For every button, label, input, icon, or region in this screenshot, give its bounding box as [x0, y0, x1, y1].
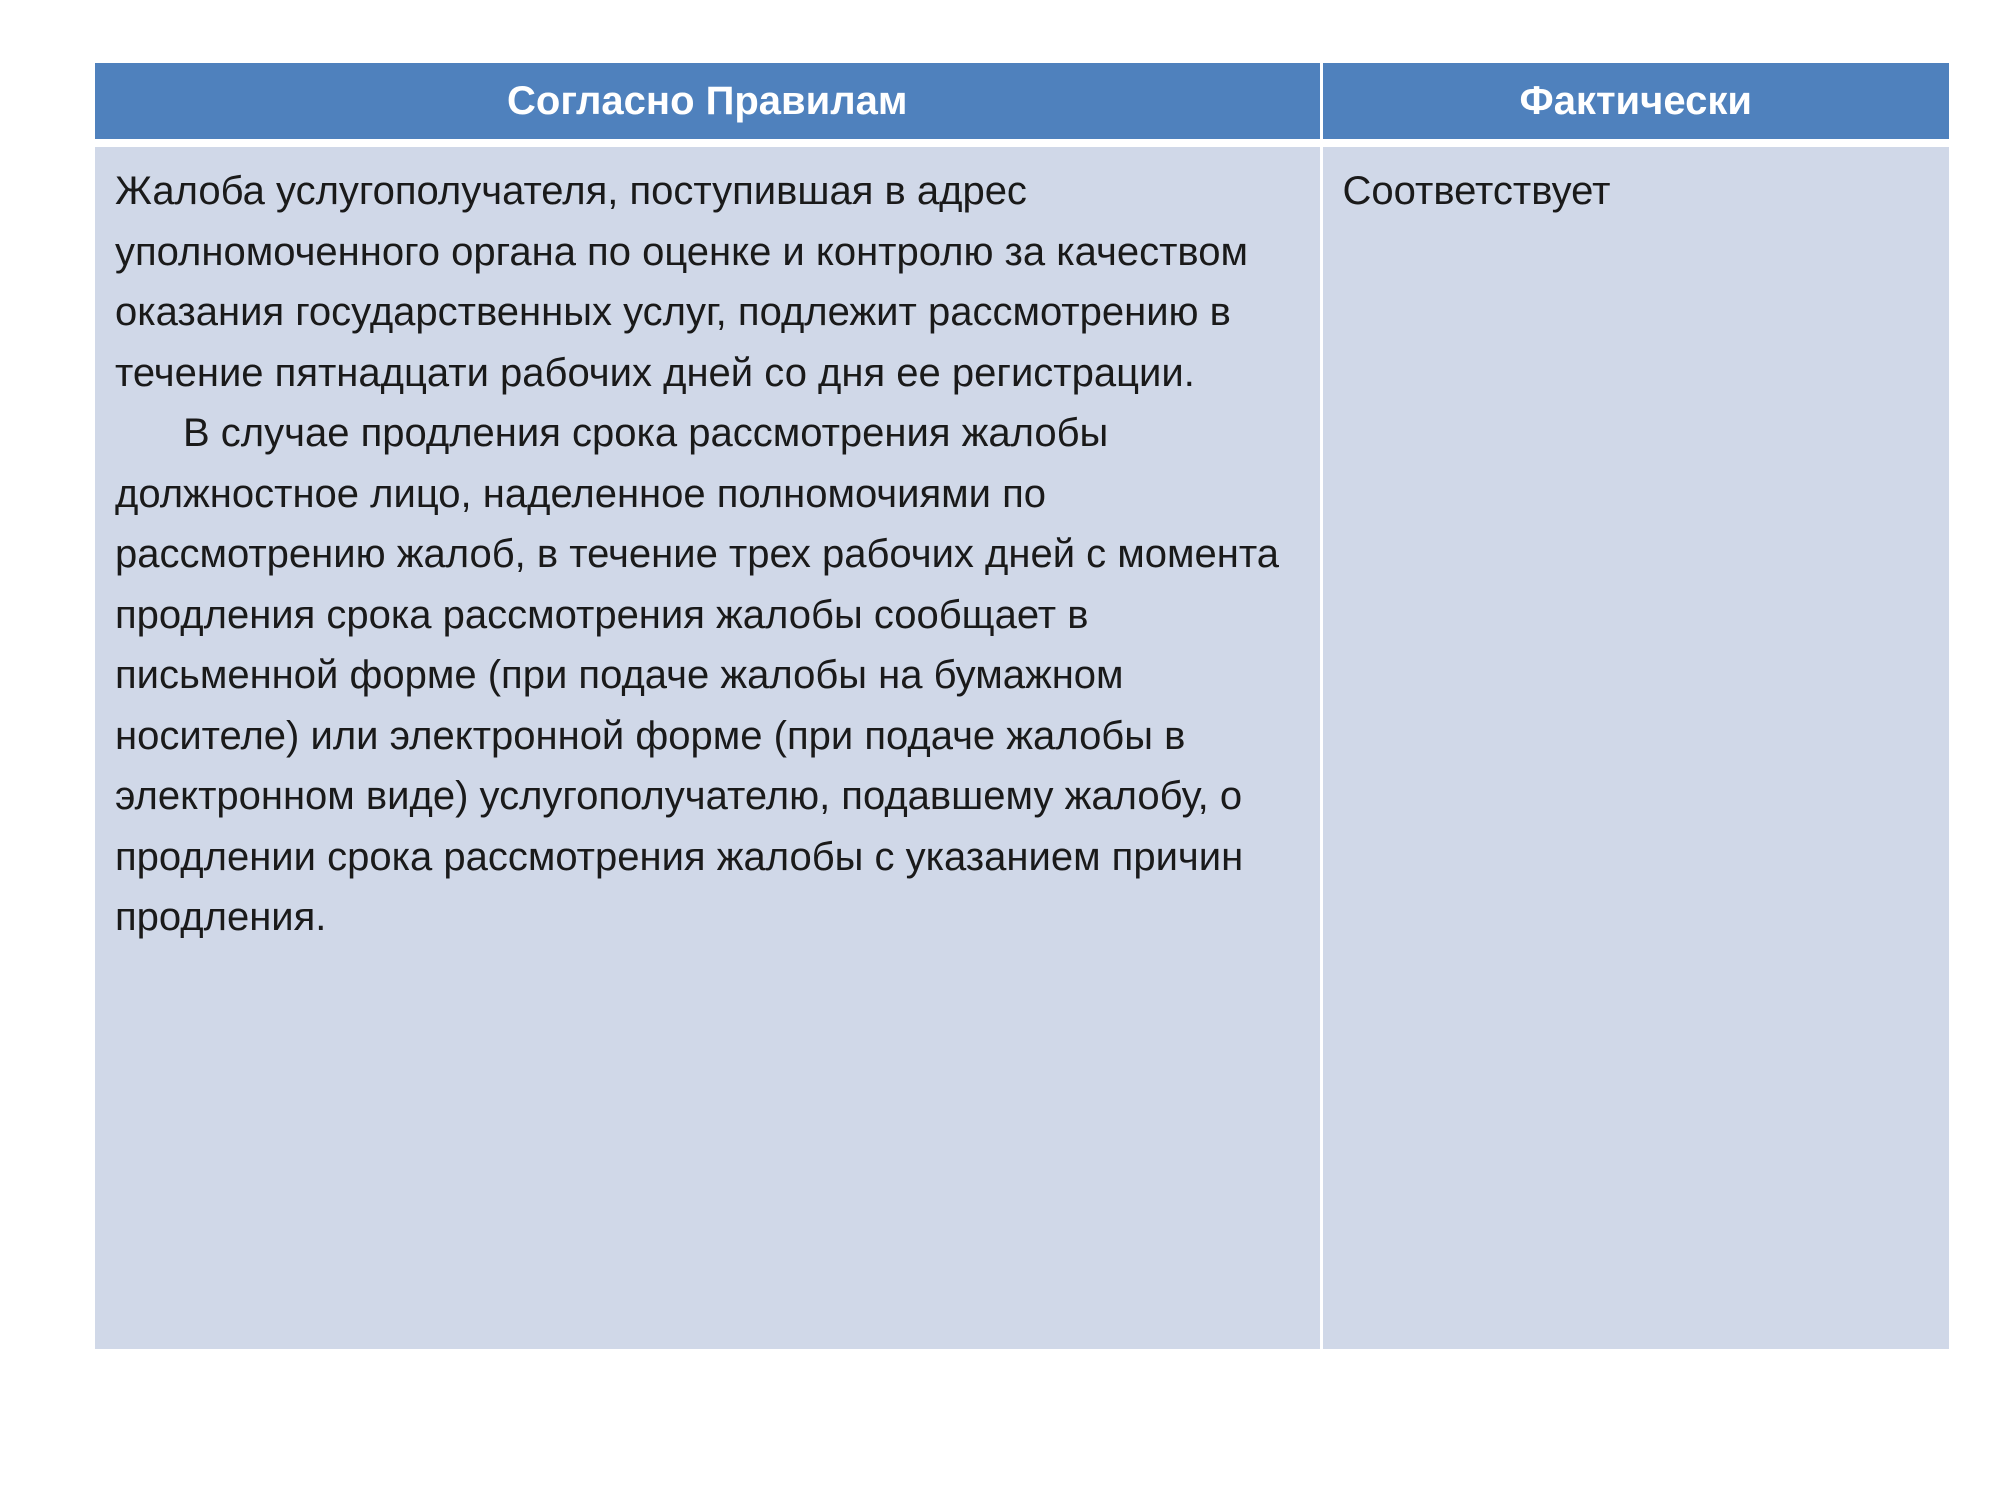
comparison-table	[95, 63, 1949, 1349]
rules-cell	[95, 143, 1321, 1349]
table-header-row	[95, 63, 1949, 143]
rules-paragraph-1: Жалоба услугополучателя, поступившая в адрес уполномоченного органа по оценке и контролю за качеством оказания государственных услуг, подлежит рассмотрению в течение пятнадцати рабочих дней со дня ее регистрации.	[115, 169, 1248, 395]
table-row	[95, 143, 1949, 1349]
header-rules: Согласно Правилам	[95, 63, 1321, 143]
rules-paragraph-2: В случае продления срока рассмотрения жалобы должностное лицо, наделенное полномочиями по рассмотрению жалоб, в течение трех рабочих дней с момента продления срока рассмотрения жалобы сообщает в письменной форме (при подаче жалобы на бумажном носителе) или электронной форме (при подаче жалобы в электронном виде) услугополучателю, подавшему жалобу, о продлении срока рассмотрения жалобы с указанием причин продления.	[115, 411, 1279, 939]
actual-cell	[1321, 143, 1949, 1349]
actual-value: Соответствует	[1342, 169, 1611, 213]
header-actual: Фактически	[1321, 63, 1949, 143]
